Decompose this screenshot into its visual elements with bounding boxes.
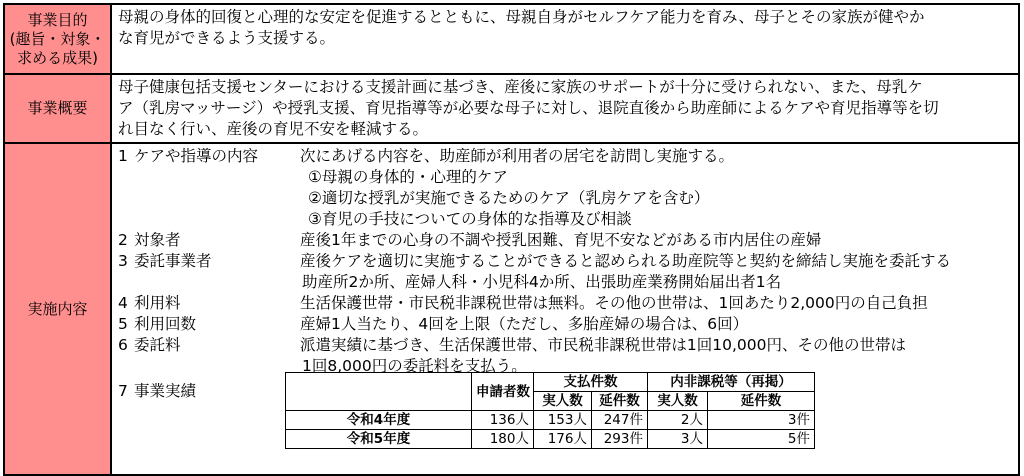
implementation-item [118,335,1012,356]
overview-content [111,74,1019,143]
purpose-label [4,4,111,74]
item-text: 次にあげる内容を、助産師が利用者の居宅を訪問し実施する。 [300,147,735,165]
results-data-row [286,411,815,430]
implementation-item [118,251,1012,272]
item-title: 事業実績 [134,382,197,400]
item-number: 3 [118,252,128,270]
care-list-item: ①母親の身体的・心理的ケア [308,168,508,186]
results-data-row [286,430,815,449]
item-text: 産後1年までの心身の不調や授乳困難、育児不安などがある市内居住の産婦 [300,231,822,249]
implementation-label: 実施内容 [4,143,111,475]
purpose-label-line-2: (趣旨・対象・ [9,29,106,48]
fiscal-year-cell: 令和4年度 [286,411,472,430]
overview-line: れ目なく行い、産後の育児不安を軽減する。 [118,120,429,138]
implementation-item [118,314,1012,335]
item-title: 委託事業者 [134,252,212,270]
overview-row [4,74,1019,143]
overview-line: ア（乳房マッサージ）や授乳支援、育児指導等が必要な母子に対し、退院直後から助産師によるケアや育児指導等を切 [118,99,939,117]
overview-label: 事業概要 [4,74,111,143]
item-number: 5 [118,315,128,333]
subheader-cell: 延件数 [592,392,648,411]
item-number: 7 [118,382,128,400]
overview-line: 母子健康包括支援センターにおける支援計画に基づき、産後に家族のサポートが十分に受けられない、また、母乳ケ [118,78,923,96]
results-corner-cell [286,373,472,411]
purpose-line: な育児ができるよう支援する。 [118,29,336,47]
applicants-cell: 136人 [472,411,534,430]
exempt-cases-cell: 5件 [708,430,815,449]
contractor-note: 助産所2か所、産婦人科・小児科4か所、出張助産業務開始届出者1名 [302,273,782,291]
exempt-people-cell: 3人 [648,430,708,449]
purpose-label-line-3: 求める成果) [17,48,98,67]
pay-cases-cell: 247件 [592,411,648,430]
fee-continuation: 1回8,000円の委託料を支払う。 [302,357,527,375]
pay-cases-cell: 293件 [592,430,648,449]
item-text: 産婦1人当たり、4回を上限（ただし、多胎産婦の場合は、6回） [300,315,749,333]
item-number: 6 [118,336,128,354]
item-title: 対象者 [134,231,181,249]
purpose-row [4,4,1019,74]
implementation-item [118,146,1012,167]
item-number: 4 [118,294,128,312]
implementation-item [118,293,1012,314]
pay-people-cell: 153人 [534,411,592,430]
pay-people-cell: 176人 [534,430,592,449]
results-header-row [286,373,815,392]
implementation-item [118,230,1012,251]
purpose-line: 母親の身体的回復と心理的な安定を促進するとともに、母親自身がセルフケア能力を育み、母子とその家族が健やか [118,8,925,26]
item-text: 派遣実績に基づき、生活保護世帯、市民税非課税世帯は1回10,000円、その他の世帯は [300,336,906,354]
care-list-item: ③育児の手技についての身体的な指導及び相談 [308,210,632,228]
exempt-people-cell: 2人 [648,411,708,430]
item-title: 利用回数 [134,315,197,333]
item-title: ケアや指導の内容 [134,147,259,165]
applicants-cell: 180人 [472,430,534,449]
item-text: 産後ケアを適切に実施することができると認められる助産院等と契約を締結し実施を委託する [300,252,952,270]
purpose-content [111,4,1019,74]
item-text: 生活保護世帯・市民税非課税世帯は無料。その他の世帯は、1回あたり2,000円の自己負担 [300,294,928,312]
item-title: 委託料 [134,336,181,354]
exempt-header: 内非課税等（再掲） [648,373,815,392]
purpose-label-line-1: 事業目的 [27,10,88,29]
item-title: 利用料 [134,294,181,312]
subheader-cell: 延件数 [708,392,815,411]
item-number: 1 [118,147,128,165]
subheader-cell: 実人数 [648,392,708,411]
subheader-cell: 実人数 [534,392,592,411]
applicants-header: 申請者数 [472,373,534,411]
item-number: 2 [118,231,128,249]
exempt-cases-cell: 3件 [708,411,815,430]
fiscal-year-cell: 令和5年度 [286,430,472,449]
results-table [285,372,815,449]
payments-header: 支払件数 [534,373,648,392]
care-list-item: ②適切な授乳が実施できるためのケア（乳房ケアを含む） [308,189,710,207]
